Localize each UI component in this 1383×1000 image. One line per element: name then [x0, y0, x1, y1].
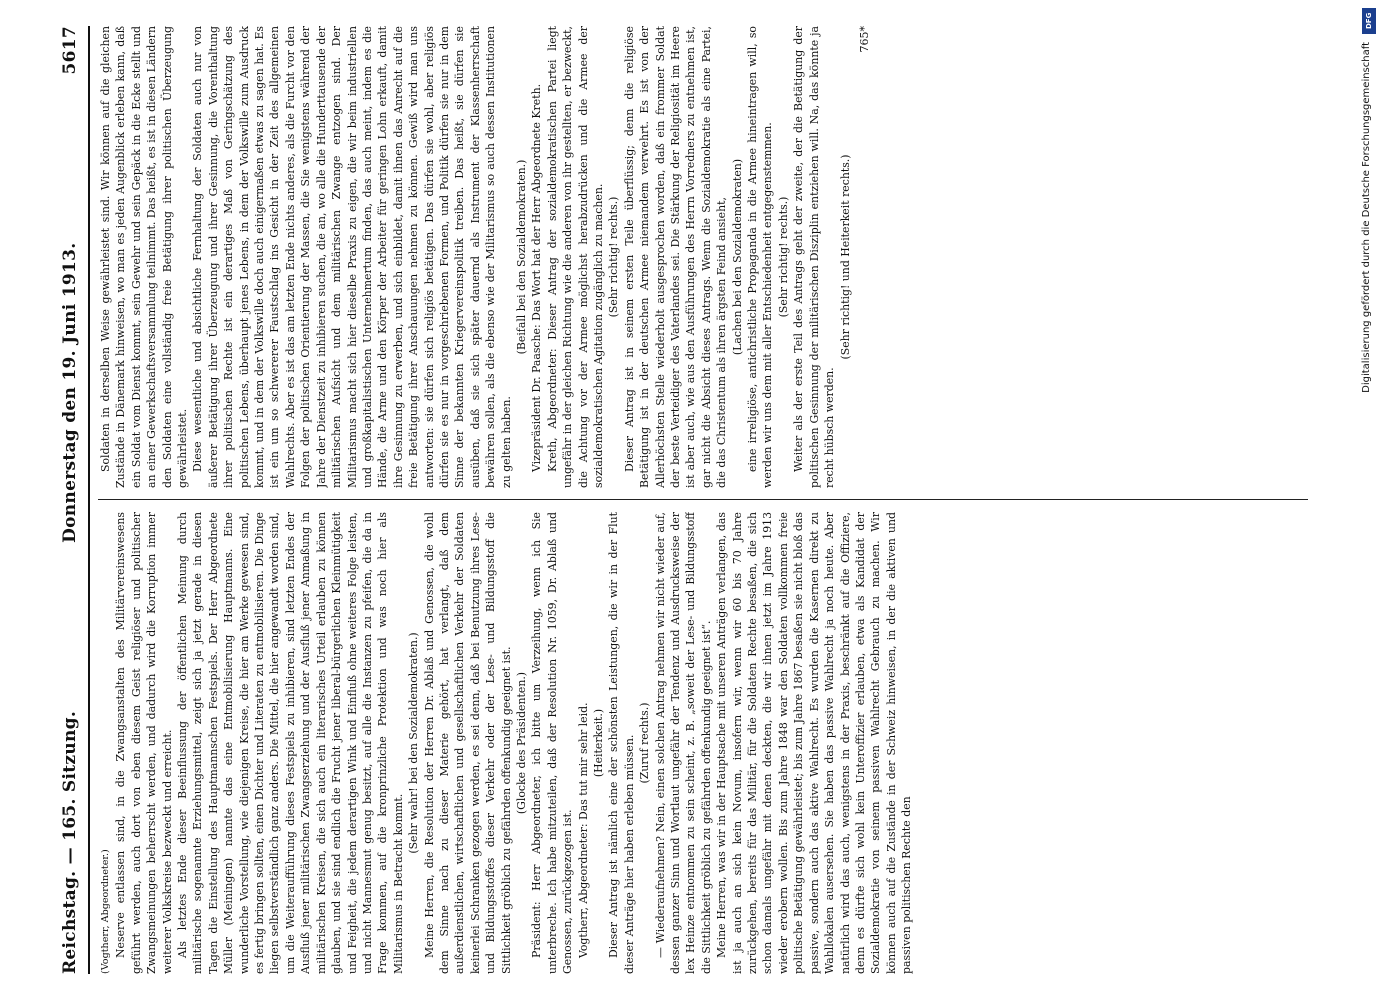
paragraph: (Beifall bei den Sozialdemokraten.): [514, 159, 528, 355]
header-left: Reichstag. — 165. Sitzung.: [59, 710, 80, 974]
dfg-logo: DFG: [1362, 8, 1376, 34]
paragraph: Als letztes Ende dieser Beeinflussung der öffentlichen Meinung durch militärische sogenannte Erziehungsmittel, zeigt sich ja jetzt gerade in diesen Tagen die Einstellung des Hauptmannschen Festspiels. Der Herr Abgeordnete Müller (Meiningen) nannte das eine Entmobilisierung Hauptmanns. Eine wunderliche Vorstellung, wie diejenigen Kreise, die hier am Werke gewesen sind, es fertig bringen sollten, einen Dichter und Literaten zu entmobilisieren. Die Dinge liegen selbstverständlich ganz anders. Die Mittel, die hier angewandt worden sind, um die Weiteraufführung dieses Festspiels zu inhibieren, sind letzten Endes der Ausfluß jener militärischen Zwangserziehung und der Ausfluß jener Anmaßung in militärischen Kreisen, die sich auch ein literarisches Urteil erlauben zu können glauben, und sie sind endlich die Frucht jener liberal-bürgerlichen Kleinmütigkeit und Feigheit, die jedem derartigen Wink und Einfluß ohne weiteres Folge leisten, und nicht Mannesmut genug besitzt, auf alle die Instanzen zu pfeifen, die da in Frage kommen, auf die kronprinzliche Protektion und was noch hier als Militarismus in Betracht kommt.: [175, 512, 405, 974]
paragraph: Diese wesentliche und absichtliche Fernhaltung der Soldaten auch nur von äußerer Betätigung ihrer Überzeugung und ihrer Gesinnung, die Vorenthaltung ihrer politischen Rechte ist ein derartiges Maß von Geringschätzung des politischen Lebens, überhaupt jenes Lebens, in dem der Volkswille zum Ausdruck kommt, und in dem der Volkswille doch auch einigermaßen etwas zu sagen hat. Es ist ein um so schwererer Faustschlag ins Gesicht in der Zeit des allgemeinen Wahlrechts. Aber es ist das am letzten Ende nichts anderes, als die Furcht vor den Folgen der politischen Orientierung der Massen, die Sie wenigstens während der Jahre der Dienstzeit zu inhibieren suchen, die an, wo alle die Hunderttausende der militärischen Aufsicht und dem militärischen Zwange entzogen sind. Der Militarismus macht sich hier dieselbe Praxis zu eigen, die wir beim industriellen und großkapitalistischen Unternehmertum finden, das auch meint, indem es die Hände, die Arme und den Körper der Arbeiter für geringen Lohn erkauft, damit ihre Gesinnung zu erwerben, und sich einbildet, damit ihnen das Anrecht auf die freie Betätigung ihrer Anschauungen nehmen zu können. Gewiß wird man uns antworten: sie dürfen sich religiös betätigen. Das dürfen sie wohl, aber religiös dürfen sie es nur in vorgeschriebenen Formen, und Politik dürfen sie nur in dem Sinne der bekannten Kriegervereinspolitik treiben. Das heißt, sie dürfen sie ausüben, daß sie sich später dauernd als Instrument der Klassenherrschaft bewähren sollen, als die ebenso wie der Militarismus so auch dessen Institutionen zu gelten haben.: [190, 26, 513, 488]
left-column: [98, 512, 1308, 974]
paragraph: (Sehr richtig! rechts.): [606, 196, 620, 318]
paragraph: Präsident: Herr Abgeordneter, ich bitte um Verzeihung, wenn ich Sie unterbreche. Ich habe mitzuteilen, daß der Resolution Nr. 1059, Dr. Ablaß und Genossen, zurückgezogen ist.: [529, 512, 574, 974]
paragraph: (Glocke des Präsidenten.): [514, 671, 528, 815]
paragraph: Dieser Antrag ist nämlich eine der schönsten Leistungen, die wir in der Flut dieser Anträge hier haben erleben müssen.: [606, 512, 636, 974]
dfg-credit-text: Digitalisierung gefördert durch die Deutsche Forschungsgemeinschaft: [1361, 42, 1372, 393]
column-divider: [98, 499, 1308, 500]
paragraph: Kreth, Abgeordneter: Dieser Antrag der sozialdemokratischen Partei liegt ungefähr in der gleichen Richtung wie die anderen von ihr gestellten, er bezweckt, die Achtung vor der Armee möglichst herabzudrücken und die Armee der sozialdemokratischen Agitation zugänglich zu machen.: [545, 26, 605, 488]
paragraph: (Lachen bei den Sozialdemokraten): [730, 158, 744, 356]
paragraph: Weiter als der erste Teil des Antrags geht der zweite, der die Betätigung der politischen Gesinnung der militärischen Disziplin entziehen will. Na, das könnte ja recht hübsch werden.: [791, 26, 836, 488]
paragraph: Meine Herren, was wir in der Hauptsache mit unseren Anträgen verlangen, das ist ja auch an sich kein Novum, insofern wir, wenn wir 60 bis 70 Jahre zurückgehen, bereits für das Militär, für die Soldaten Rechte besaßen, die sich schon damals ungefähr mit denen deckten, die wir ihnen jetzt im Jahre 1913 wieder erobern wollen. Bis zum Jahre 1848 war den Soldaten vollkommen freie politische Betätigung gewährleistet; bis zum Jahre 1867 besaßen sie nicht bloß das passive, sondern auch das aktive Wahlrecht. Es wurden die Kasernen direkt zu Wahllokalen ausersehen. Sie haben das passive Wahlrecht ja noch heute. Aber natürlich wird das auch, wenigstens in der Praxis, beschränkt auf die Offiziere, denn es dürfte sich wohl kein Unteroffizier erlauben, etwa als Kandidat der Sozialdemokratie von seinem passiven Wahlrecht Gebrauch zu machen. Wir können auch auf die Zustände in der Schweiz hinweisen, in der die aktiven und passiven politischen Rechte den: [714, 512, 913, 974]
paragraph: (Heiterkeit.): [591, 708, 605, 778]
rotated-page: [42, 0, 1342, 1000]
dfg-credit: [1361, 8, 1377, 768]
paragraph: eine irreligiöse, antichristliche Propaganda in die Armee hineintragen will, so werden wir uns dem mit aller Entschiedenheit entgegenstemmen.: [745, 26, 774, 488]
paragraph: Meine Herren, die Resolution der Herren Dr. Ablaß und Genossen, die wohl dem Sinne nach zu dieser Materie gehört, hat verlangt, daß dem außerdienstlichen, wirtschaftlichen und gesellschaftlichen Verkehr der Soldaten keinerlei Schranken gezogen werden, es sei denn, daß bei Benutzung ihres Lese- und Bildungsstoffes dieser Verkehr oder der Lese- und Bildungsstoff die Sittlichkeit gröblich zu gefährden offenkundig geeignet ist.: [422, 512, 513, 974]
paragraph: Soldaten in derselben Weise gewährleistet sind. Wir können auf die gleichen Zustände in Dänemark hinweisen, wo man es jeden Augenblick erleben kann, daß ein Soldat vom Dienst kommt, sein Gewehr und sein Gepäck in die Ecke stellt und an einer Gewerkschaftsversammlung teilnimmt. Das heißt, es ist in diesen Ländern den Soldaten eine vollständig freie Betätigung ihrer politischen Überzeugung gewährleistet.: [98, 26, 189, 488]
text-columns: [98, 26, 1308, 974]
paragraph: (Zuruf rechts.): [637, 702, 651, 784]
paragraph: — Wiederaufnehmen? Nein, einen solchen Antrag nehmen wir nicht wieder auf, dessen ganzer Sinn und Wortlaut ungefähr der Tendenz und Ausdrucksweise der lex Heinze entnommen zu sein scheint, z. B. „soweit der Lese- und Bildungsstoff die Sittlichkeit gröblich zu gefährden offenkundig geeignet ist“.: [653, 512, 713, 974]
header-center: Donnerstag den 19. Juni 1913.: [59, 242, 80, 543]
paragraph: (Sehr wahr! bei den Sozialdemokraten.): [406, 632, 420, 854]
paragraph: Vogtherr, Abgeordneter: Das tut mir sehr leid.: [576, 702, 590, 958]
page-number: 5617: [59, 26, 80, 75]
footnote-number: 765*: [857, 26, 871, 53]
page-header: [60, 26, 90, 974]
paragraph: (Sehr richtig! und Heiterkeit rechts.): [838, 154, 851, 360]
right-column: [98, 26, 1308, 488]
paragraph: Neserve entlassen sind, in die Zwangsanstalten des Militärvereinswesens geführt werden, auch dort von eben diesem Geist religiöser und politischer Zwangsmeinungen beherrscht werden, und dadurch wird die Korruption immer weiterer Volkskreise bezweckt und erreicht.: [113, 512, 174, 974]
paragraph: Vizepräsident Dr. Paasche: Das Wort hat der Herr Abgeordnete Kreth.: [529, 83, 543, 472]
paragraph: (Sehr richtig! rechts.): [776, 196, 790, 318]
paragraph: (Vogtherr, Abgeordneter.): [99, 849, 111, 974]
paragraph: Dieser Antrag ist in seinem ersten Teile überflüssig; denn die religiöse Betätigung ist in der deutschen Armee niemandem verwehrt. Es ist von der Allerhöchsten Stelle wiederholt ausgesprochen worden, daß ein frommer Soldat der beste Verteidiger des Vaterlandes sei. Die Stärkung der Religiosität im Heere ist aber auch, wie aus den Ausführungen des Herrn Vorredners zu entnehmen ist, gar nicht die Absicht dieses Antrags. Wenn die Sozialdemokratie als eine Partei, die das Christentum als ihren ärgsten Feind ansieht,: [622, 26, 728, 488]
